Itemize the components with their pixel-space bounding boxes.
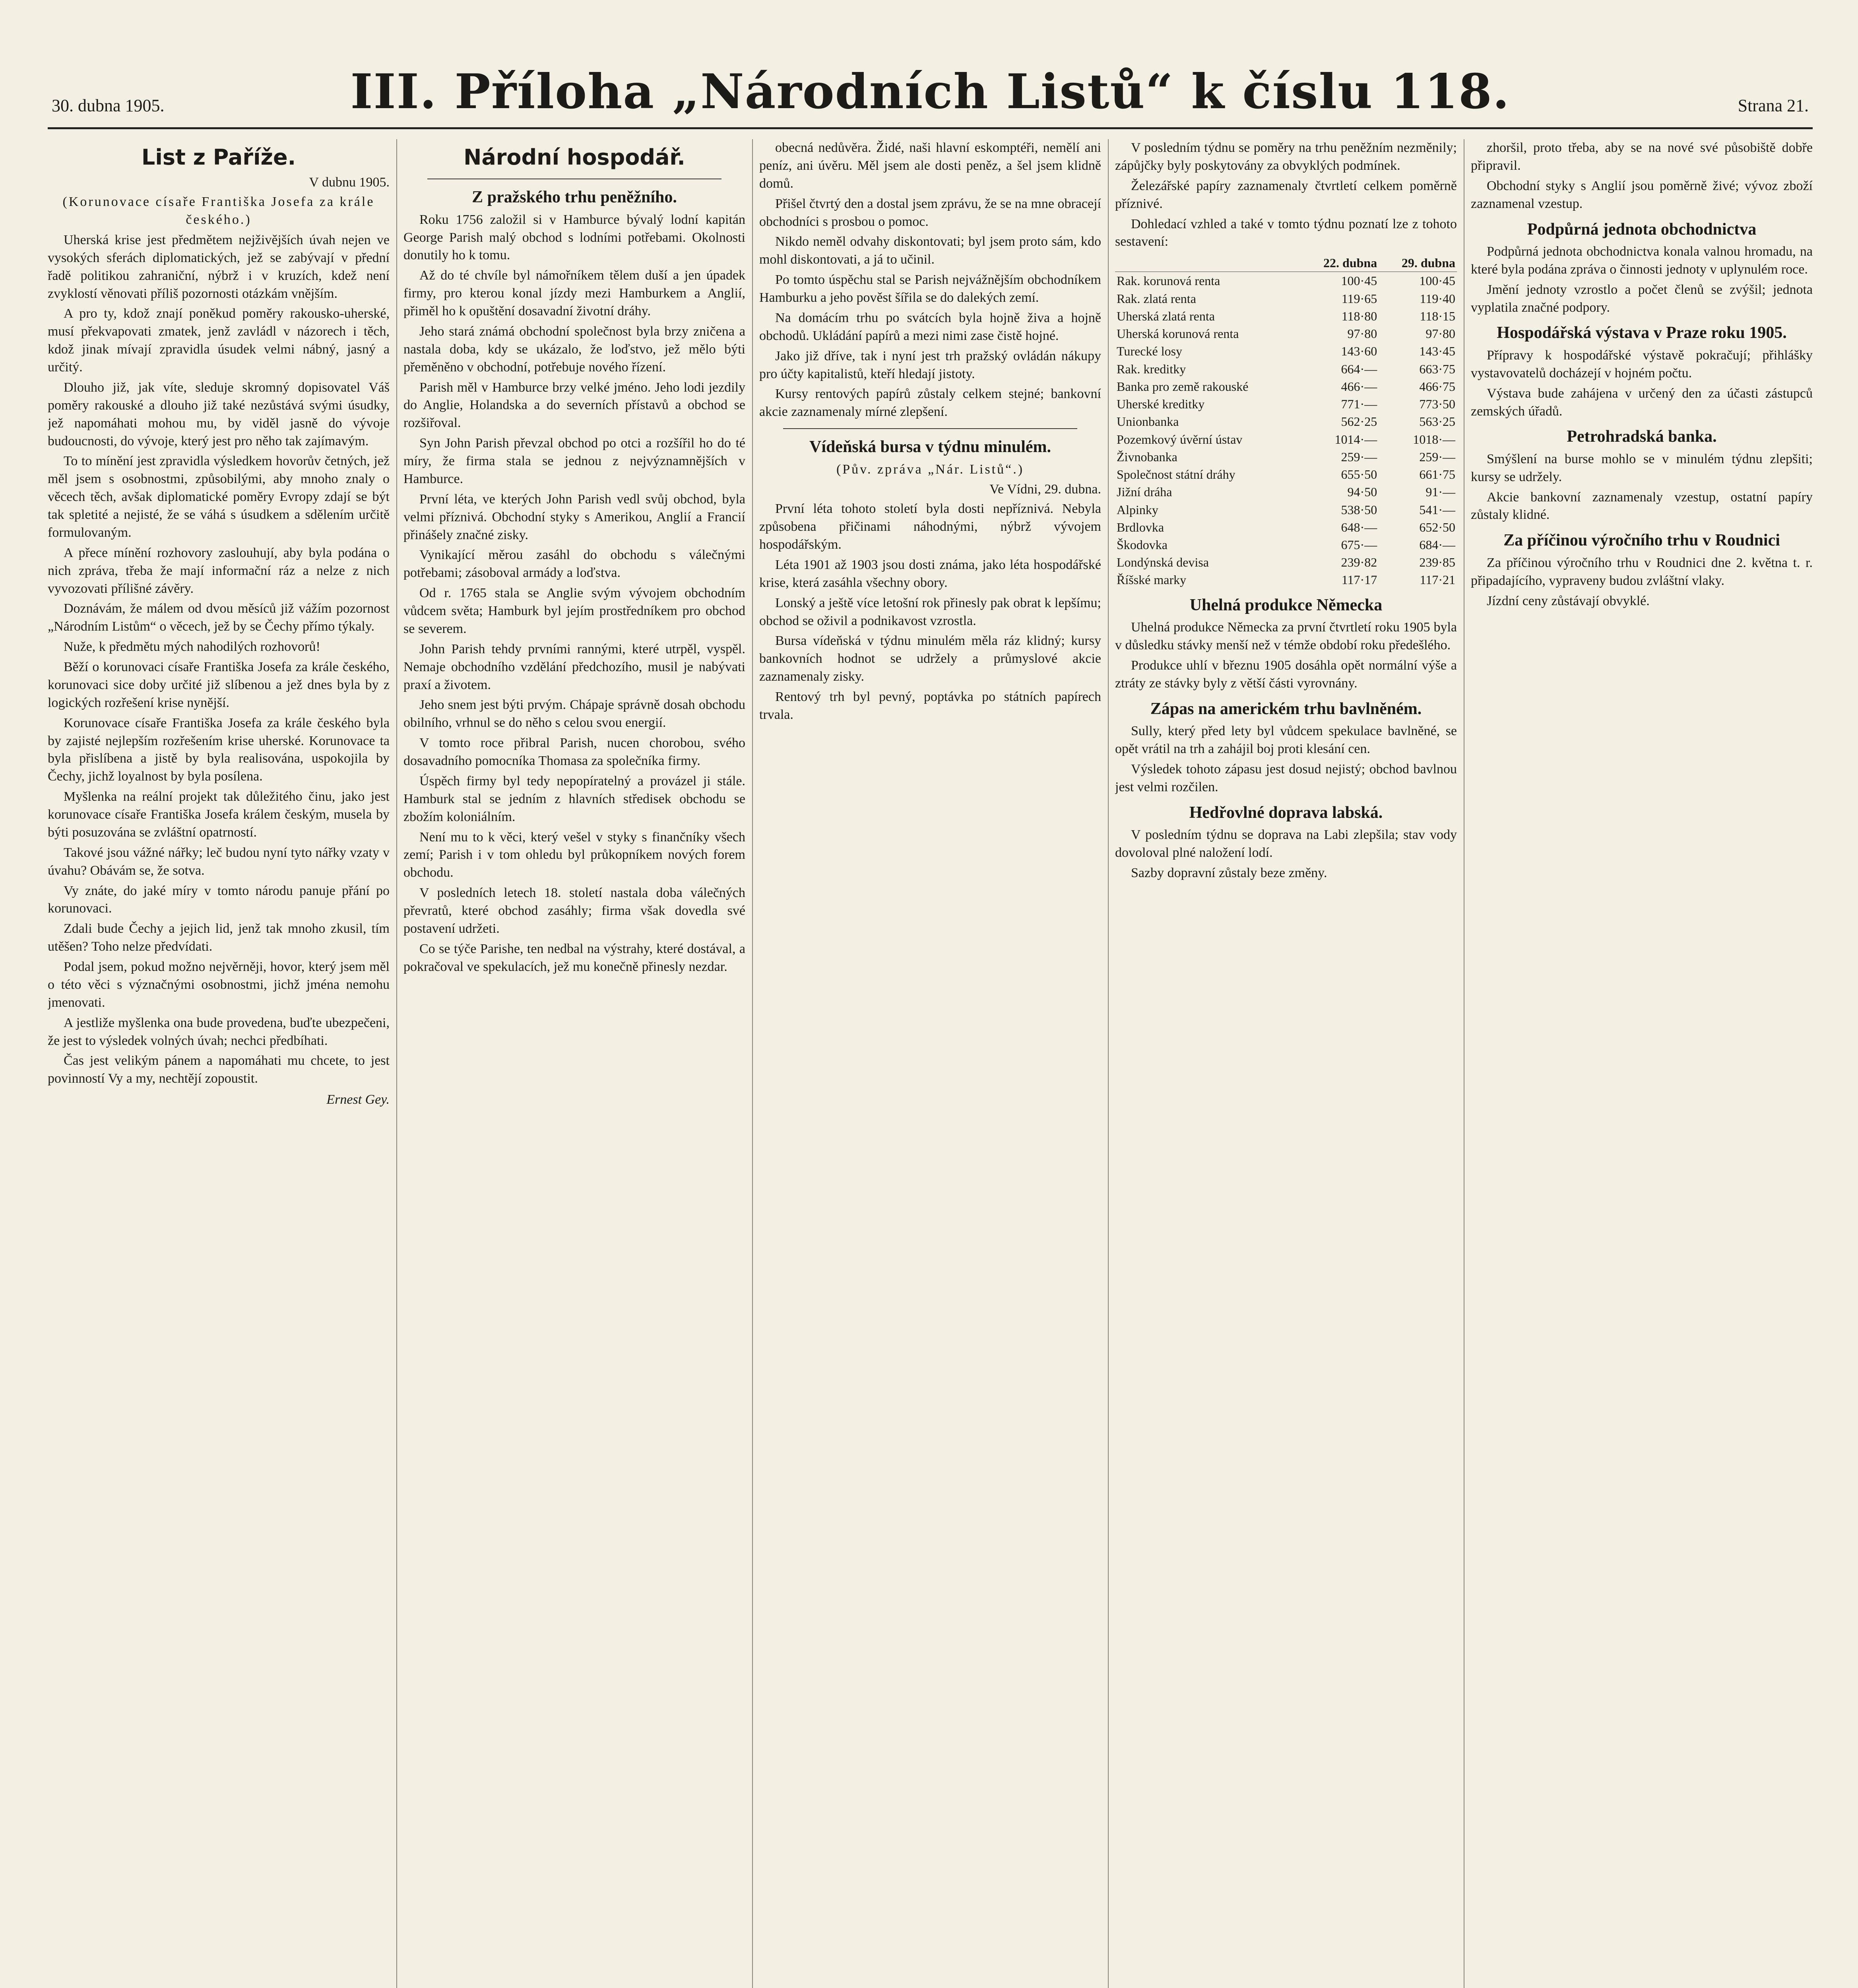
article-body <box>759 139 1101 421</box>
paragraph: Na domácím trhu po svátcích byla hojně živa a hojně obchodů. Ukládání papírů a mezi nimi zase čistě hojné. <box>759 310 1101 343</box>
security-name: Škodovka <box>1117 538 1168 552</box>
table-row <box>1115 395 1457 413</box>
article-body <box>1471 347 1813 421</box>
security-name: Banka pro země rakouské <box>1117 379 1249 394</box>
rate-value: 119·40 <box>1420 291 1455 306</box>
paragraph: Produkce uhlí v březnu 1905 dosáhla opět normální výše a ztráty ze stávky byly z větší části vyrovnány. <box>1115 658 1457 691</box>
paragraph: Úspěch firmy byl tedy nepopíratelný a provázel ji stále. Hamburk stal se jedním z hlavních středisek obchodu se zbožím koloniálním. <box>403 773 745 824</box>
security-name: Rak. korunová renta <box>1117 274 1220 288</box>
paragraph: Výsledek tohoto zápasu jest dosud nejistý; obchod bavlnou jest velmi rozčilen. <box>1115 761 1457 794</box>
paragraph: Po tomto úspěchu stal se Parish nejvážnějším obchodníkem Hamburku a jeho pověst šířila se do dalekých zemí. <box>759 272 1101 305</box>
paragraph: V posledních letech 18. století nastala doba válečných převratů, které obchod zasáhly; firma však dovedla své postavení udržeti. <box>403 885 745 936</box>
paragraph: Jízdní ceny zůstávají obvyklé. <box>1487 593 1650 608</box>
security-name: Pozemkový úvěrní ústav <box>1117 432 1243 447</box>
paragraph: Doznávám, že málem od dvou měsíců již vážím pozornost „Národním Listům“ o věcech, jež by se Čechy přímo týkaly. <box>48 601 390 634</box>
rate-value: 97·80 <box>1347 326 1377 341</box>
table-row <box>1115 518 1457 536</box>
table-header-cell: 22. dubna <box>1300 254 1379 272</box>
masthead <box>48 60 1813 129</box>
article-body <box>1471 554 1813 610</box>
security-name: Brdlovka <box>1117 520 1164 534</box>
paragraph: Syn John Parish převzal obchod po otci a rozšířil ho do té míry, že firma stala se jednou z nejvýznamnějších v Hamburce. <box>403 436 745 486</box>
security-name: Živnobanka <box>1117 449 1177 464</box>
column-3 <box>759 139 1101 1988</box>
table-row <box>1115 378 1457 395</box>
rate-value: 466·75 <box>1419 379 1455 394</box>
columns <box>48 139 1813 1988</box>
paragraph: Až do té chvíle byl námořníkem tělem duší a jen úpadek firmy, pro kterou konal jízdy mezi Hamburkem a Anglií, přiměl ho k opuštění dosavadní životní dráhy. <box>403 268 745 319</box>
table-row <box>1115 413 1457 430</box>
table-caption: Dohledací vzhled a také v tomto týdnu poznatí lze z tohoto sestavení: <box>1115 216 1457 249</box>
paragraph: obecná nedůvěra. Židé, naši hlavní eskomptéři, nemělí ani peníz, ani úvěru. Měl jsem ale dosti peněz, a šel jsem klidně domů. <box>759 140 1101 191</box>
article-body <box>1471 139 1813 213</box>
article-subheading: Petrohradská banka. <box>1567 427 1717 446</box>
table-row <box>1115 553 1457 571</box>
column-5 <box>1471 139 1813 1988</box>
rate-value: 1014·— <box>1334 432 1377 447</box>
paragraph: Jeho stará známá obchodní společnost byla brzy zničena a nastala doba, kdy se ukázalo, že loďstvo, jež mělo býti přeměněno v obchodní, potřebuje nového řízení. <box>403 324 745 375</box>
rate-value: 562·25 <box>1341 414 1377 429</box>
article-subheading: Z pražského trhu peněžního. <box>472 188 677 207</box>
paragraph: Takové jsou vážné nářky; leč budou nyní tyto nářky vzaty v úvahu? Obávám se, že sotva. <box>48 845 390 878</box>
table-header-row <box>1115 254 1457 272</box>
table-row <box>1115 571 1457 588</box>
paragraph: Železářské papíry zaznamenaly čtvrtletí celkem poměrně příznivé. <box>1115 178 1457 211</box>
source-note: (Pův. zpráva „Nár. Listů“.) <box>836 462 1024 477</box>
table-header-cell: 29. dubna <box>1379 254 1457 272</box>
column-rule <box>1108 139 1109 1988</box>
rate-value: 541·— <box>1419 502 1455 517</box>
security-name: Společnost státní dráhy <box>1117 467 1235 482</box>
rate-value: 648·— <box>1341 520 1377 534</box>
table-row <box>1115 290 1457 307</box>
section-heading: Národní hospodář. <box>464 145 685 170</box>
security-name: Říšské marky <box>1117 573 1187 587</box>
paragraph: Lonský a ještě více letošní rok přinesly pak obrat k lepšímu; obchod se oživil a podnikavost vzrostla. <box>759 595 1101 628</box>
article-heading: List z Paříže. <box>141 145 296 170</box>
column-1 <box>48 139 390 1988</box>
article-body <box>1115 139 1457 213</box>
dateline: Ve Vídni, 29. dubna. <box>989 482 1101 497</box>
rate-value: 118·15 <box>1420 309 1455 323</box>
security-name: Uherská zlatá renta <box>1117 309 1215 323</box>
article-subheading: (Korunovace císaře Františka Josefa za krále českého.) <box>62 194 375 227</box>
rate-value: 239·85 <box>1419 555 1455 570</box>
rate-value: 118·80 <box>1341 309 1377 323</box>
rate-value: 655·50 <box>1341 467 1377 482</box>
paragraph: Zdali bude Čechy a jejich lid, jenž tak mnoho zkusil, tím utěšen? Toho nelze předvídati. <box>48 921 390 954</box>
rate-value: 239·82 <box>1341 555 1377 570</box>
article-subheading: Podpůrná jednota obchodnictva <box>1527 220 1757 239</box>
table-row <box>1115 307 1457 325</box>
table-row <box>1115 325 1457 342</box>
table-row <box>1115 483 1457 501</box>
rate-value: 94·50 <box>1347 485 1377 499</box>
paragraph: Od r. 1765 stala se Anglie svým vývojem obchodním vůdcem světa; Hamburk byl jejím prostředníkem pro obchod se severem. <box>403 586 745 636</box>
article-subheading: Vídeňská bursa v týdnu minulém. <box>809 438 1051 456</box>
rate-value: 97·80 <box>1426 326 1455 341</box>
rate-value: 143·45 <box>1419 344 1455 359</box>
paragraph: Podal jsem, pokud možno nejvěrněji, hovor, který jsem měl o této věci s význačnými osobnostmi, jichž jména nemohu jmenovati. <box>48 959 390 1010</box>
paragraph: A pro ty, kdož znají poněkud poměry rakousko-uherské, musí překvapovati zmatek, jenž zavládl v názorech i těch, kdož jinak mívají zpravidla úsudek velmi nábný, jasný a určitý. <box>48 306 390 375</box>
paragraph: John Parish tehdy prvními rannými, které utrpěl, vyspěl. Nemaje obchodního vzdělání předchozího, musil je nabývati praxí a životem. <box>403 641 745 692</box>
rate-value: 664·— <box>1341 361 1377 376</box>
table-row <box>1115 272 1457 290</box>
paragraph: Dlouho již, jak víte, sleduje skromný dopisovatel Váš poměry rakouské a dlouho již také nezůstává svými úsudky, jež napomáhati mohou mu, by viděl jasně do vývoje budoucnosti, do vývoje, který jest pro něho tak zajímavým. <box>48 380 390 448</box>
paragraph: Nikdo neměl odvahy diskontovati; byl jsem proto sám, kdo mohl diskontovati, a já to učinil. <box>759 234 1101 267</box>
paragraph: A přece mínění rozhovory zaslouhují, aby byla podána o nich zpráva, třeba že mají informační ráz a nelze z nich vyvozovati přílišné závěry. <box>48 545 390 596</box>
column-rule <box>752 139 753 1988</box>
article-body <box>1471 450 1813 524</box>
paragraph: Nuže, k předmětu mých nahodilých rozhovorů! <box>64 639 320 654</box>
paragraph: A jestliže myšlenka ona bude provedena, buďte ubezpečeni, že jest to výsledek volných úvah; nechci předbíhati. <box>48 1015 390 1048</box>
column-4 <box>1115 139 1457 1988</box>
rate-value: 675·— <box>1341 538 1377 552</box>
paragraph: Přišel čtvrtý den a dostal jsem zprávu, že se na mne obracejí obchodníci s prosbou o pomoc. <box>759 196 1101 229</box>
paragraph: První léta, ve kterých John Parish vedl svůj obchod, byla velmi příznivá. Obchodní styky s Amerikou, Anglií a Francií přinášely značné zisky. <box>403 491 745 542</box>
article-body <box>1115 826 1457 882</box>
security-name: Uherská korunová renta <box>1117 326 1239 341</box>
rate-value: 563·25 <box>1419 414 1455 429</box>
paragraph: Bursa vídeňská v týdnu minulém měla ráz klidný; kursy bankovních hodnot se udržely a průmyslové akcie zaznamenaly zisky. <box>759 633 1101 684</box>
signature: Ernest Gey. <box>326 1092 390 1107</box>
article-body <box>1115 722 1457 796</box>
paragraph: To to mínění jest zpravidla výsledkem hovorův četných, jež měl jsem s osobnostmi, způsobilými, aby mnoho znaly o věcech těch, avšak diplomatické poměry Evropy zdají se být tak spletité a nejisté, že se váhá s úsudkem a sdělením určitě formulovaným. <box>48 454 390 540</box>
newspaper-page <box>48 60 1813 1988</box>
security-name: Rak. kreditky <box>1117 361 1186 376</box>
security-name: Rak. zlatá renta <box>1117 291 1196 306</box>
paragraph: Uherská krise jest předmětem nejživějších úvah nejen ve vysokých sferách diplomatických, jež se zabývají v přední řadě politikou zahraniční, nýbrž i v kruzích, kdež není zvyklostí věnovati příliš pozornosti otázkám vnějším. <box>48 232 390 301</box>
paragraph: Parish měl v Hamburce brzy velké jméno. Jeho lodi jezdily do Anglie, Holandska a do severních přístavů a obchod se rozšiřoval. <box>403 380 745 431</box>
article-body <box>48 231 390 1088</box>
paragraph: První léta tohoto století byla dosti nepříznivá. Nebyla způsobena přičinami náhodnými, nýbrž vývojem hospodářským. <box>759 501 1101 552</box>
paragraph: Jeho snem jest býti prvým. Chápaje správně dosah obchodu obilního, vrhnul se do něho s celou svou energií. <box>403 697 745 730</box>
rate-value: 119·65 <box>1341 291 1377 306</box>
paragraph: Rentový trh byl pevný, poptávka po státních papírech trvala. <box>759 689 1101 722</box>
rate-value: 100·45 <box>1341 274 1377 288</box>
paragraph: Kursy rentových papírů zůstaly celkem stejné; bankovní akcie zaznamenaly mírné zlepšení. <box>759 386 1101 419</box>
paragraph: Myšlenka na reální projekt tak důležitého činu, jako jest korunovace císaře Františka Josefa králem českým, musela by býti posuzována se zvláštní opatrností. <box>48 789 390 840</box>
rate-value: 684·— <box>1419 538 1455 552</box>
security-name: Uherské kreditky <box>1117 397 1205 412</box>
article-body <box>1471 243 1813 317</box>
divider <box>783 428 1077 429</box>
paragraph: Jako již dříve, tak i nyní jest trh pražský ovládán nákupy pro účty kapitalistů, kteří hledají jistoty. <box>759 348 1101 381</box>
rate-value: 91·— <box>1426 485 1455 499</box>
dateline: V dubnu 1905. <box>309 175 390 190</box>
table-row <box>1115 448 1457 466</box>
supplement-title: III. Příloha „Národních Listů“ k číslu 118. <box>350 64 1510 120</box>
paragraph: V tomto roce přibral Parish, nucen chorobou, svého dosavadního pomocníka Thomasa za společníka firmy. <box>403 736 745 769</box>
table-header-cell <box>1115 254 1300 272</box>
article-body <box>403 211 745 976</box>
rate-value: 771·— <box>1341 397 1377 412</box>
column-rule <box>396 139 397 1988</box>
rate-value: 100·45 <box>1419 274 1455 288</box>
article-body <box>1115 619 1457 693</box>
rate-value: 143·60 <box>1341 344 1377 359</box>
paragraph: Obchodní styky s Anglií jsou poměrně živé; vývoz zboží zaznamenal vzestup. <box>1471 178 1813 211</box>
table-row <box>1115 536 1457 553</box>
paragraph: Roku 1756 založil si v Hamburce bývalý lodní kapitán George Parish malý obchod s lodními potřebami. Okolnosti donutily ho k tomu. <box>403 212 745 263</box>
rate-value: 466·— <box>1341 379 1377 394</box>
paragraph: Akcie bankovní zaznamenaly vzestup, ostatní papíry zůstaly klidné. <box>1471 489 1813 522</box>
table-row <box>1115 501 1457 518</box>
table-row <box>1115 342 1457 360</box>
rates-table <box>1115 254 1457 588</box>
paragraph: Běží o korunovaci císaře Františka Josefa za krále českého, korunovaci sice doby určité již slíbenou a jež dnes byla by z logických rozřešení krise nynější. <box>48 660 390 710</box>
paragraph: Sully, který před lety byl vůdcem spekulace bavlněné, se opět vrátil na trh a zahájil boj proti klesání cen. <box>1115 724 1457 756</box>
paragraph: Vy znáte, do jaké míry v tomto národu panuje přání po korunovaci. <box>48 883 390 916</box>
rate-value: 663·75 <box>1419 361 1455 376</box>
rate-value: 117·17 <box>1341 573 1377 587</box>
paragraph: V posledním týdnu se poměry na trhu peněžním nezměnily; zápůjčky byly poskytovány za obvyklých podmínek. <box>1115 140 1457 173</box>
table-row <box>1115 360 1457 378</box>
paragraph: Vynikající měrou zasáhl do obchodu s válečnými potřebami; zásoboval armády a loďstva. <box>403 547 745 580</box>
paragraph: Čas jest velikým pánem a napomáhati mu chcete, to jest povinností Vy a my, nechtějí zopoustit. <box>48 1053 390 1086</box>
table-row <box>1115 431 1457 448</box>
rate-value: 538·50 <box>1341 502 1377 517</box>
paragraph: Přípravy k hospodářské výstavě pokračují; přihlášky vystavovatelů docházejí v hojném počtu. <box>1471 348 1813 381</box>
paragraph: Výstava bude zahájena v určený den za účasti zástupců zemských úřadů. <box>1471 386 1813 419</box>
table-row <box>1115 466 1457 483</box>
rate-value: 661·75 <box>1419 467 1455 482</box>
column-2 <box>403 139 745 1988</box>
paragraph: Jmění jednoty vzrostlo a počet členů se zvýšil; jednota vyplatila značné podpory. <box>1471 282 1813 315</box>
security-name: Jižní dráha <box>1117 485 1172 499</box>
rate-value: 773·50 <box>1419 397 1455 412</box>
rate-value: 652·50 <box>1419 520 1455 534</box>
paragraph: zhoršil, proto třeba, aby se na nové své působiště dobře připravil. <box>1471 140 1813 173</box>
paragraph: Není mu to k věci, který vešel v styky s finančníky všech zemí; Parish i v tom ohledu byl průkopníkem nových forem obchodu. <box>403 829 745 880</box>
paragraph: Podpůrná jednota obchodnictva konala valnou hromadu, na které byla podána zpráva o činnosti jednoty v uplynulém roce. <box>1471 244 1813 277</box>
paragraph: V posledním týdnu se doprava na Labi zlepšila; stav vody dovoloval plné naložení lodí. <box>1115 827 1457 860</box>
article-subheading: Uhelná produkce Německa <box>1189 596 1383 614</box>
page-number: Strana 21. <box>1738 96 1809 115</box>
issue-date: 30. dubna 1905. <box>52 96 165 115</box>
paragraph: Uhelná produkce Německa za první čtvrtletí roku 1905 byla v důsledku stávky menší než v témže období roku předešlého. <box>1115 620 1457 653</box>
security-name: Alpinky <box>1117 502 1158 517</box>
paragraph: Co se týče Parishe, ten nedbal na výstrahy, které dostával, a pokračoval ve spekulacích, jež mu konečně přinesly nezdar. <box>403 941 745 974</box>
article-subheading: Hospodářská výstava v Praze roku 1905. <box>1497 324 1787 342</box>
security-name: Turecké losy <box>1117 344 1183 359</box>
article-subheading: Za příčinou výročního trhu v Roudnici <box>1503 531 1780 550</box>
rate-value: 259·— <box>1341 449 1377 464</box>
paragraph: Léta 1901 až 1903 jsou dosti známa, jako léta hospodářské krise, která zasáhla všechny obory. <box>759 557 1101 590</box>
paragraph: Sazby dopravní zůstaly beze změny. <box>1131 865 1327 880</box>
rate-value: 1018·— <box>1413 432 1455 447</box>
paragraph: Korunovace císaře Františka Josefa za krále českého byla by zajisté nejlepším rozřešením krise uherské. Korunovace ta byla přislíbena a jistě by byla realisována, uspokojila by Čechy, jichž loyalnost by byla posílena. <box>48 715 390 784</box>
article-subheading: Zápas na americkém trhu bavlněném. <box>1150 699 1422 718</box>
rate-value: 117·21 <box>1420 573 1455 587</box>
article-body <box>759 500 1101 724</box>
paragraph: Za příčinou výročního trhu v Roudnici dne 2. května t. r. připadajícího, vypraveny budou zvláštní vlaky. <box>1471 555 1813 588</box>
security-name: Londýnská devisa <box>1117 555 1209 570</box>
security-name: Unionbanka <box>1117 414 1179 429</box>
article-subheading: Hedřovlné doprava labská. <box>1189 803 1383 822</box>
paragraph: Smýšlení na burse mohlo se v minulém týdnu zlepšiti; kursy se udržely. <box>1471 451 1813 484</box>
rate-value: 259·— <box>1419 449 1455 464</box>
